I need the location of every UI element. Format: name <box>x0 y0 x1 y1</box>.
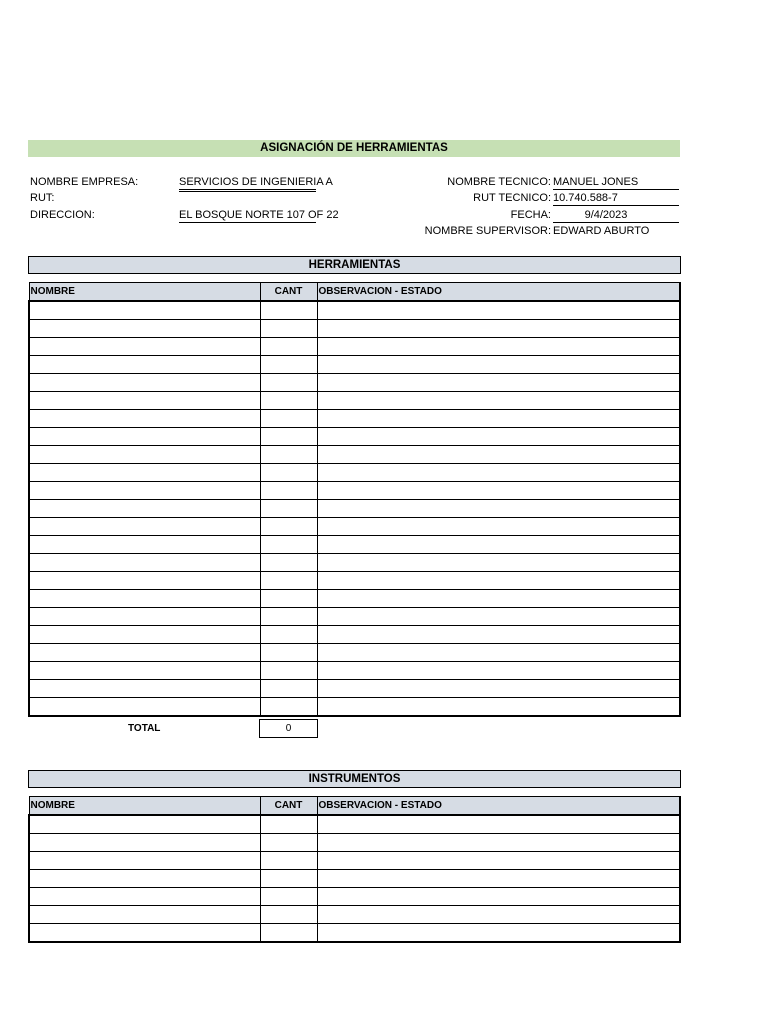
cant-cell[interactable] <box>260 644 317 662</box>
cant-cell[interactable] <box>260 698 317 717</box>
address-label: DIRECCION: <box>30 209 95 221</box>
cant-cell[interactable] <box>260 356 317 374</box>
observacion-cell[interactable] <box>317 428 680 446</box>
table-row <box>29 834 680 852</box>
table-row <box>29 500 680 518</box>
table-row <box>29 428 680 446</box>
observacion-cell[interactable] <box>317 815 680 834</box>
observacion-cell[interactable] <box>317 698 680 717</box>
table-row <box>29 374 680 392</box>
observacion-cell[interactable] <box>317 338 680 356</box>
table-row <box>29 815 680 834</box>
table-row <box>29 608 680 626</box>
cant-cell[interactable] <box>260 590 317 608</box>
supervisor-name-label: NOMBRE SUPERVISOR: <box>424 225 551 237</box>
cant-cell[interactable] <box>260 428 317 446</box>
observacion-cell[interactable] <box>317 888 680 906</box>
nombre-cell[interactable] <box>29 590 260 608</box>
nombre-cell[interactable] <box>29 834 260 852</box>
observacion-cell[interactable] <box>317 374 680 392</box>
cant-cell[interactable] <box>260 554 317 572</box>
cant-cell[interactable] <box>260 320 317 338</box>
nombre-cell[interactable] <box>29 374 260 392</box>
observacion-cell[interactable] <box>317 536 680 554</box>
table-row <box>29 554 680 572</box>
observacion-cell[interactable] <box>317 446 680 464</box>
nombre-cell[interactable] <box>29 446 260 464</box>
observacion-cell[interactable] <box>317 392 680 410</box>
cant-cell[interactable] <box>260 924 317 943</box>
nombre-cell[interactable] <box>29 572 260 590</box>
cant-cell[interactable] <box>260 572 317 590</box>
table-row <box>29 590 680 608</box>
table-row <box>29 464 680 482</box>
instrumentos-heading: INSTRUMENTOS <box>28 770 681 788</box>
cant-cell[interactable] <box>260 870 317 888</box>
nombre-cell[interactable] <box>29 662 260 680</box>
herramientas-table <box>28 282 681 717</box>
table-row <box>29 446 680 464</box>
table-row <box>29 888 680 906</box>
nombre-cell[interactable] <box>29 410 260 428</box>
supervisor-name-value[interactable]: EDWARD ABURTO <box>553 225 650 237</box>
total-value: 0 <box>259 719 318 738</box>
observacion-cell[interactable] <box>317 554 680 572</box>
nombre-cell[interactable] <box>29 428 260 446</box>
cant-cell[interactable] <box>260 834 317 852</box>
table-row <box>29 482 680 500</box>
cant-cell[interactable] <box>260 518 317 536</box>
address-value[interactable]: EL BOSQUE NORTE 107 OF 22 <box>179 209 339 221</box>
technician-rut-label: RUT TECNICO: <box>473 192 551 204</box>
table-row <box>29 852 680 870</box>
cant-cell[interactable] <box>260 301 317 320</box>
nombre-cell[interactable] <box>29 888 260 906</box>
company-name-label: NOMBRE EMPRESA: <box>30 176 139 188</box>
table-row <box>29 644 680 662</box>
column-header-cant: CANT <box>260 283 317 302</box>
date-value[interactable]: 9/4/2023 <box>553 208 679 223</box>
nombre-cell[interactable] <box>29 338 260 356</box>
observacion-cell[interactable] <box>317 834 680 852</box>
observacion-cell[interactable] <box>317 852 680 870</box>
observacion-cell[interactable] <box>317 482 680 500</box>
table-row <box>29 392 680 410</box>
cant-cell[interactable] <box>260 410 317 428</box>
column-header-observacion: OBSERVACION - ESTADO <box>317 797 680 816</box>
observacion-cell[interactable] <box>317 906 680 924</box>
document-title: ASIGNACIÓN DE HERRAMIENTAS <box>28 140 680 157</box>
cant-cell[interactable] <box>260 392 317 410</box>
nombre-cell[interactable] <box>29 500 260 518</box>
cant-cell[interactable] <box>260 482 317 500</box>
table-row <box>29 680 680 698</box>
table-row <box>29 626 680 644</box>
cant-cell[interactable] <box>260 446 317 464</box>
observacion-cell[interactable] <box>317 590 680 608</box>
observacion-cell[interactable] <box>317 572 680 590</box>
cant-cell[interactable] <box>260 626 317 644</box>
observacion-cell[interactable] <box>317 626 680 644</box>
nombre-cell[interactable] <box>29 906 260 924</box>
technician-name-label: NOMBRE TECNICO: <box>447 176 551 188</box>
nombre-cell[interactable] <box>29 536 260 554</box>
table-header-row <box>29 797 680 816</box>
table-row <box>29 338 680 356</box>
column-header-nombre: NOMBRE <box>29 283 260 302</box>
technician-rut-value[interactable]: 10.740.588-7 <box>553 191 679 206</box>
table-row <box>29 698 680 717</box>
table-row <box>29 518 680 536</box>
cant-cell[interactable] <box>260 662 317 680</box>
nombre-cell[interactable] <box>29 608 260 626</box>
column-header-nombre: NOMBRE <box>29 797 260 816</box>
nombre-cell[interactable] <box>29 482 260 500</box>
observacion-cell[interactable] <box>317 680 680 698</box>
nombre-cell[interactable] <box>29 815 260 834</box>
company-name-value[interactable]: SERVICIOS DE INGENIERIA A <box>179 176 333 188</box>
table-row <box>29 536 680 554</box>
nombre-cell[interactable] <box>29 392 260 410</box>
technician-name-value[interactable]: MANUEL JONES <box>553 175 679 190</box>
nombre-cell[interactable] <box>29 356 260 374</box>
date-label: FECHA: <box>510 209 551 221</box>
nombre-cell[interactable] <box>29 626 260 644</box>
table-row <box>29 572 680 590</box>
cant-cell[interactable] <box>260 888 317 906</box>
cant-cell[interactable] <box>260 536 317 554</box>
table-header-row <box>29 283 680 302</box>
table-row <box>29 301 680 320</box>
nombre-cell[interactable] <box>29 924 260 943</box>
observacion-cell[interactable] <box>317 518 680 536</box>
table-row <box>29 356 680 374</box>
nombre-cell[interactable] <box>29 870 260 888</box>
observacion-cell[interactable] <box>317 870 680 888</box>
observacion-cell[interactable] <box>317 410 680 428</box>
rut-label: RUT: <box>30 192 55 204</box>
herramientas-heading: HERRAMIENTAS <box>28 256 681 274</box>
cant-cell[interactable] <box>260 815 317 834</box>
instrumentos-table <box>28 796 681 943</box>
rut-value[interactable] <box>179 191 316 192</box>
cant-cell[interactable] <box>260 374 317 392</box>
nombre-cell[interactable] <box>29 644 260 662</box>
nombre-cell[interactable] <box>29 518 260 536</box>
observacion-cell[interactable] <box>317 320 680 338</box>
nombre-cell[interactable] <box>29 320 260 338</box>
nombre-cell[interactable] <box>29 464 260 482</box>
table-row <box>29 320 680 338</box>
column-header-observacion: OBSERVACION - ESTADO <box>317 283 680 302</box>
total-label: TOTAL <box>128 723 161 734</box>
observacion-cell[interactable] <box>317 464 680 482</box>
cant-cell[interactable] <box>260 608 317 626</box>
table-row <box>29 924 680 943</box>
nombre-cell[interactable] <box>29 852 260 870</box>
observacion-cell[interactable] <box>317 644 680 662</box>
cant-cell[interactable] <box>260 852 317 870</box>
column-header-cant: CANT <box>260 797 317 816</box>
observacion-cell[interactable] <box>317 924 680 943</box>
nombre-cell[interactable] <box>29 698 260 717</box>
observacion-cell[interactable] <box>317 356 680 374</box>
cant-cell[interactable] <box>260 680 317 698</box>
nombre-cell[interactable] <box>29 554 260 572</box>
nombre-cell[interactable] <box>29 680 260 698</box>
cant-cell[interactable] <box>260 338 317 356</box>
cant-cell[interactable] <box>260 464 317 482</box>
observacion-cell[interactable] <box>317 662 680 680</box>
cant-cell[interactable] <box>260 500 317 518</box>
table-row <box>29 410 680 428</box>
nombre-cell[interactable] <box>29 301 260 320</box>
observacion-cell[interactable] <box>317 301 680 320</box>
observacion-cell[interactable] <box>317 500 680 518</box>
table-row <box>29 662 680 680</box>
observacion-cell[interactable] <box>317 608 680 626</box>
cant-cell[interactable] <box>260 906 317 924</box>
table-row <box>29 906 680 924</box>
table-row <box>29 870 680 888</box>
